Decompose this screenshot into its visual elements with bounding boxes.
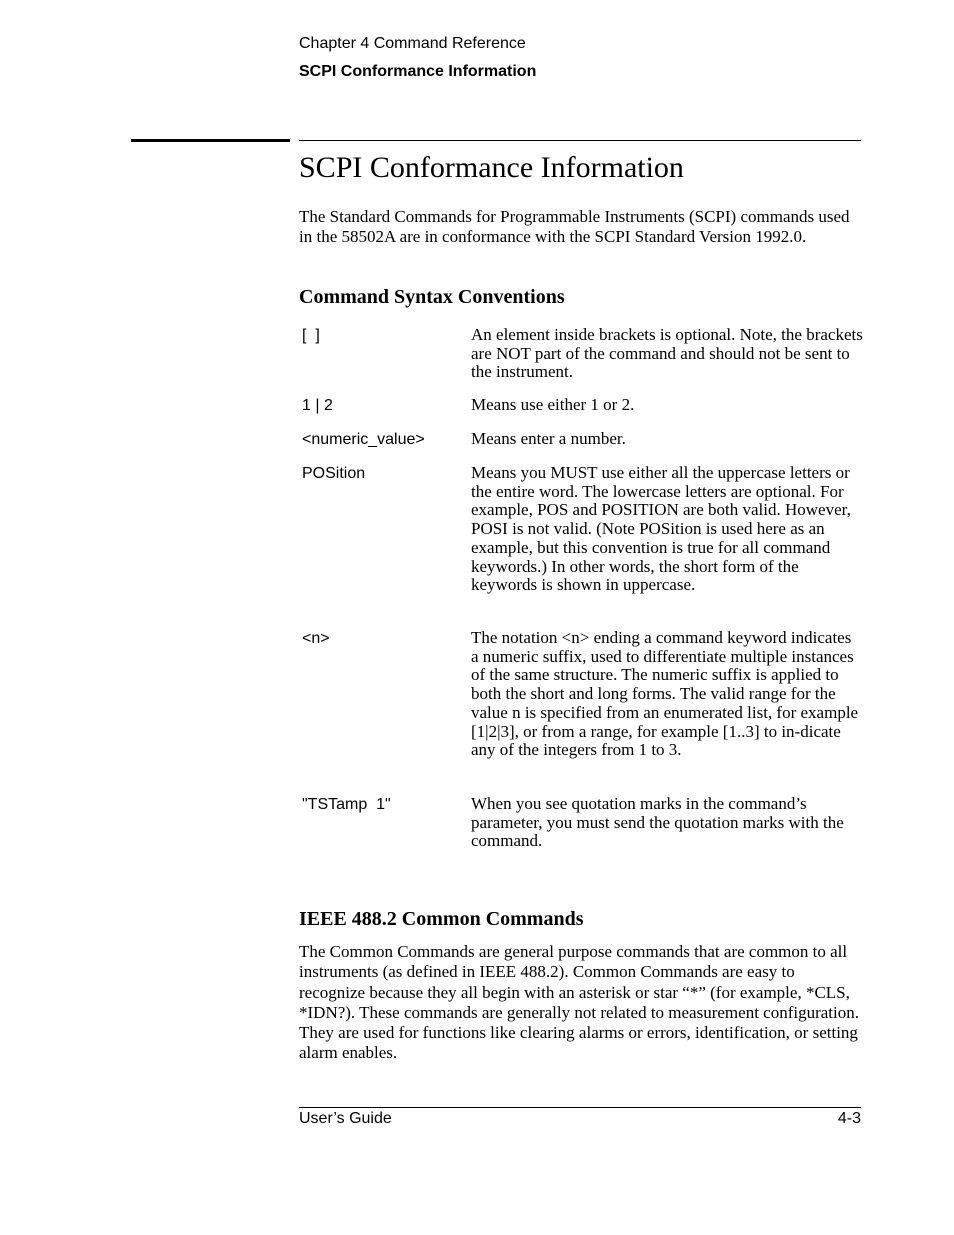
- footer-page-number: 4-3: [837, 1110, 861, 1127]
- convention-term: 1 | 2: [302, 397, 333, 414]
- section-rule-thick: [131, 139, 290, 142]
- convention-description: Means enter a number.: [471, 429, 626, 448]
- common-commands-heading: IEEE 488.2 Common Commands: [299, 908, 584, 930]
- convention-description: Means you MUST use either all the uppercase letters or the entire word. The lowercase letters are optional. For example, POS and POSITION are both valid. However, POSI is not valid. (Note POSition is used here as an example, but this convention is true for all command keywords.) In other words, the short form of the keywords is shown in uppercase.: [471, 463, 851, 595]
- syntax-heading: Command Syntax Conventions: [299, 286, 565, 308]
- convention-term: <numeric_value>: [302, 431, 425, 448]
- convention-term: POSition: [302, 465, 366, 482]
- convention-description: Means use either 1 or 2.: [471, 395, 635, 414]
- convention-term: "TSTamp 1": [302, 796, 391, 813]
- footer-rule: [299, 1107, 861, 1108]
- convention-term: <n>: [302, 630, 330, 647]
- convention-description: The notation <n> ending a command keyword indicates a numeric suffix, used to differentiate multiple instances of the same structure. The numeric suffix is applied to both the short and long forms. The valid range for the value n is specified from an enumerated list, for example [1|2|3], or from a range, for example [1..3] to in-dicate any of the integers from 1 to 3.: [471, 628, 859, 760]
- convention-description: An element inside brackets is optional. Note, the brackets are NOT part of the command and should not be sent to the instrument.: [471, 325, 863, 382]
- convention-term: [ ]: [302, 327, 320, 344]
- running-head-section: SCPI Conformance Information: [299, 63, 537, 80]
- footer-guide-title: User’s Guide: [299, 1110, 392, 1127]
- section-rule-thin: [299, 140, 861, 141]
- page-title: SCPI Conformance Information: [299, 151, 684, 184]
- common-commands-paragraph: The Common Commands are general purpose commands that are common to all instruments (as defined in IEEE 488.2). Common Commands are easy to recognize because they all begin with an asterisk or star “*” (for example, *CLS, *IDN?). These commands are generally not related to measurement configuration. They are used for functions like clearing alarms or errors, identification, or setting alarm enables.: [299, 942, 860, 1063]
- convention-description: When you see quotation marks in the command’s parameter, you must send the quotation marks with the command.: [471, 794, 844, 851]
- intro-paragraph: The Standard Commands for Programmable Instruments (SCPI) commands used in the 58502A are in conformance with the SCPI Standard Version 1992.0.: [299, 207, 850, 247]
- running-head-chapter: Chapter 4 Command Reference: [299, 35, 526, 52]
